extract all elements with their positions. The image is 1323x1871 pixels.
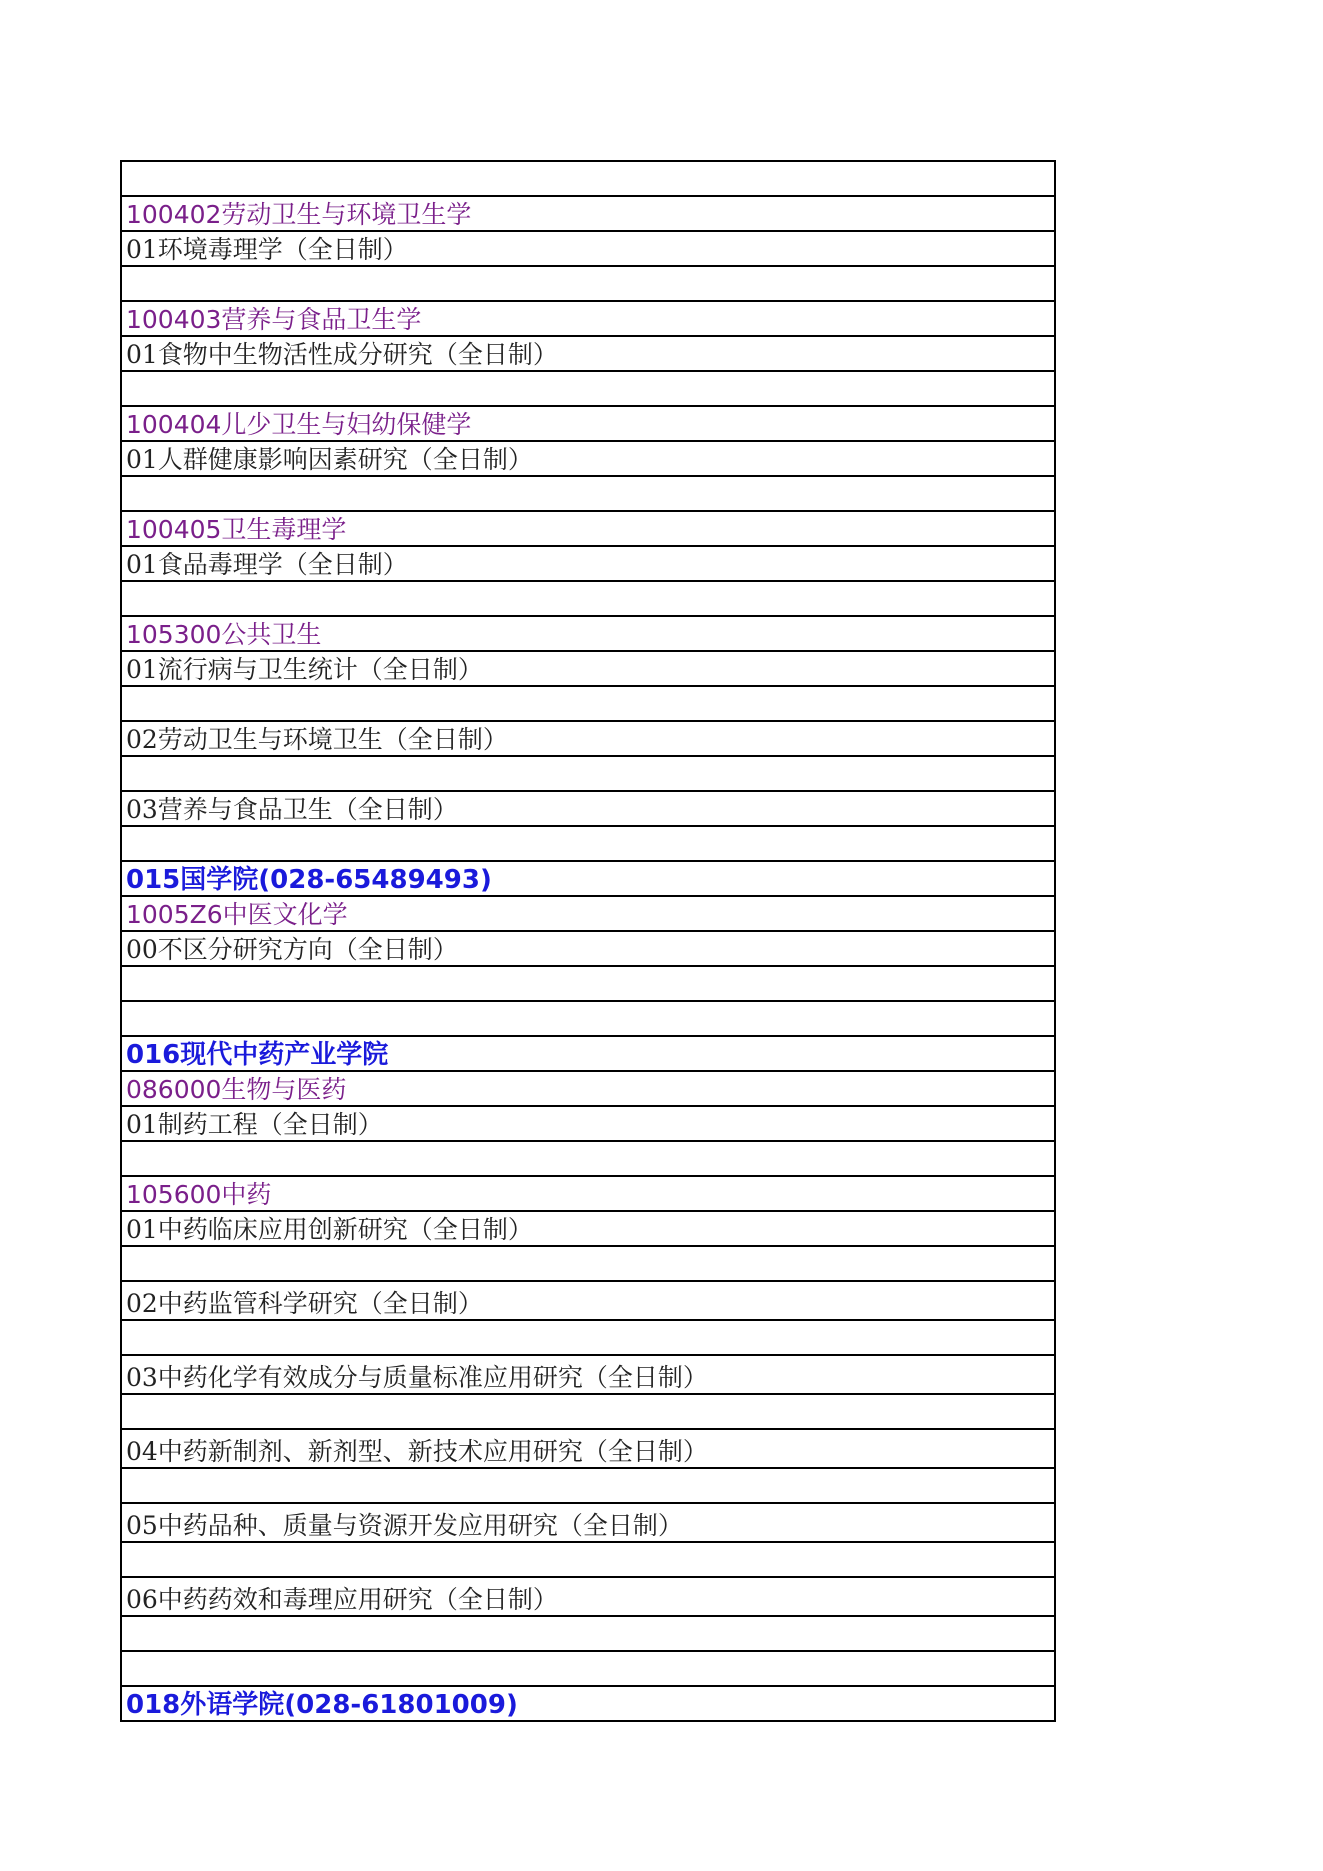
empty-row: [122, 1000, 1054, 1035]
direction-name: 02中药监管科学研究（全日制）: [126, 1289, 483, 1318]
college-row: [122, 1035, 1054, 1070]
empty-row: [122, 1615, 1054, 1650]
empty-row: [122, 1140, 1054, 1175]
major-row: [122, 1070, 1054, 1105]
direction-row: [122, 650, 1054, 685]
direction-row: [122, 930, 1054, 965]
direction-name: 01制药工程（全日制）: [126, 1110, 383, 1139]
major-name: 100402劳动卫生与环境卫生学: [126, 200, 472, 229]
empty-row: [122, 1650, 1054, 1685]
major-row: [122, 405, 1054, 440]
direction-row: [122, 1105, 1054, 1140]
college-name: 016现代中药产业学院: [126, 1040, 389, 1070]
direction-row: [122, 440, 1054, 475]
direction-row: [122, 1428, 1054, 1467]
college-name: 018外语学院(028-61801009): [126, 1690, 518, 1720]
direction-name: 00不区分研究方向（全日制）: [126, 935, 458, 964]
direction-name: 02劳动卫生与环境卫生（全日制）: [126, 725, 508, 754]
direction-name: 01人群健康影响因素研究（全日制）: [126, 445, 533, 474]
empty-row: [122, 755, 1054, 790]
direction-name: 01流行病与卫生统计（全日制）: [126, 655, 483, 684]
empty-row: [122, 475, 1054, 510]
empty-row: [122, 1245, 1054, 1280]
major-name: 100403营养与食品卫生学: [126, 305, 422, 334]
direction-row: [122, 1576, 1054, 1615]
direction-row: [122, 335, 1054, 370]
empty-row: [122, 965, 1054, 1000]
empty-row: [122, 580, 1054, 615]
empty-row: [122, 1467, 1054, 1502]
major-row: [122, 195, 1054, 230]
direction-row: [122, 790, 1054, 825]
major-name: 105300公共卫生: [126, 620, 322, 649]
direction-name: 01中药临床应用创新研究（全日制）: [126, 1215, 533, 1244]
direction-name: 04中药新制剂、新剂型、新技术应用研究（全日制）: [126, 1437, 708, 1466]
major-name: 1005Z6中医文化学: [126, 900, 348, 929]
major-row: [122, 510, 1054, 545]
major-name: 100405卫生毒理学: [126, 515, 347, 544]
major-row: [122, 615, 1054, 650]
direction-row: [122, 1502, 1054, 1541]
major-row: [122, 300, 1054, 335]
major-row: [122, 1175, 1054, 1210]
empty-row: [122, 370, 1054, 405]
empty-row: [122, 1393, 1054, 1428]
empty-row: [122, 160, 1054, 195]
direction-name: 06中药药效和毒理应用研究（全日制）: [126, 1585, 558, 1614]
direction-name: 03中药化学有效成分与质量标准应用研究（全日制）: [126, 1363, 708, 1392]
empty-row: [122, 685, 1054, 720]
college-row: [122, 1685, 1054, 1720]
direction-row: [122, 545, 1054, 580]
empty-row: [122, 265, 1054, 300]
direction-name: 01食物中生物活性成分研究（全日制）: [126, 340, 558, 369]
direction-row: [122, 1280, 1054, 1319]
direction-row: [122, 1354, 1054, 1393]
direction-name: 05中药品种、质量与资源开发应用研究（全日制）: [126, 1511, 683, 1540]
empty-row: [122, 1319, 1054, 1354]
major-name: 105600中药: [126, 1180, 272, 1209]
major-row: [122, 895, 1054, 930]
direction-row: [122, 720, 1054, 755]
direction-name: 03营养与食品卫生（全日制）: [126, 795, 458, 824]
direction-row: [122, 1210, 1054, 1245]
major-name: 086000生物与医药: [126, 1075, 347, 1104]
direction-name: 01食品毒理学（全日制）: [126, 550, 408, 579]
spreadsheet-table: [120, 160, 1056, 1722]
direction-name: 01环境毒理学（全日制）: [126, 235, 408, 264]
college-row: [122, 860, 1054, 895]
direction-row: [122, 230, 1054, 265]
empty-row: [122, 825, 1054, 860]
college-name: 015国学院(028-65489493): [126, 865, 492, 895]
major-name: 100404儿少卫生与妇幼保健学: [126, 410, 472, 439]
empty-row: [122, 1541, 1054, 1576]
